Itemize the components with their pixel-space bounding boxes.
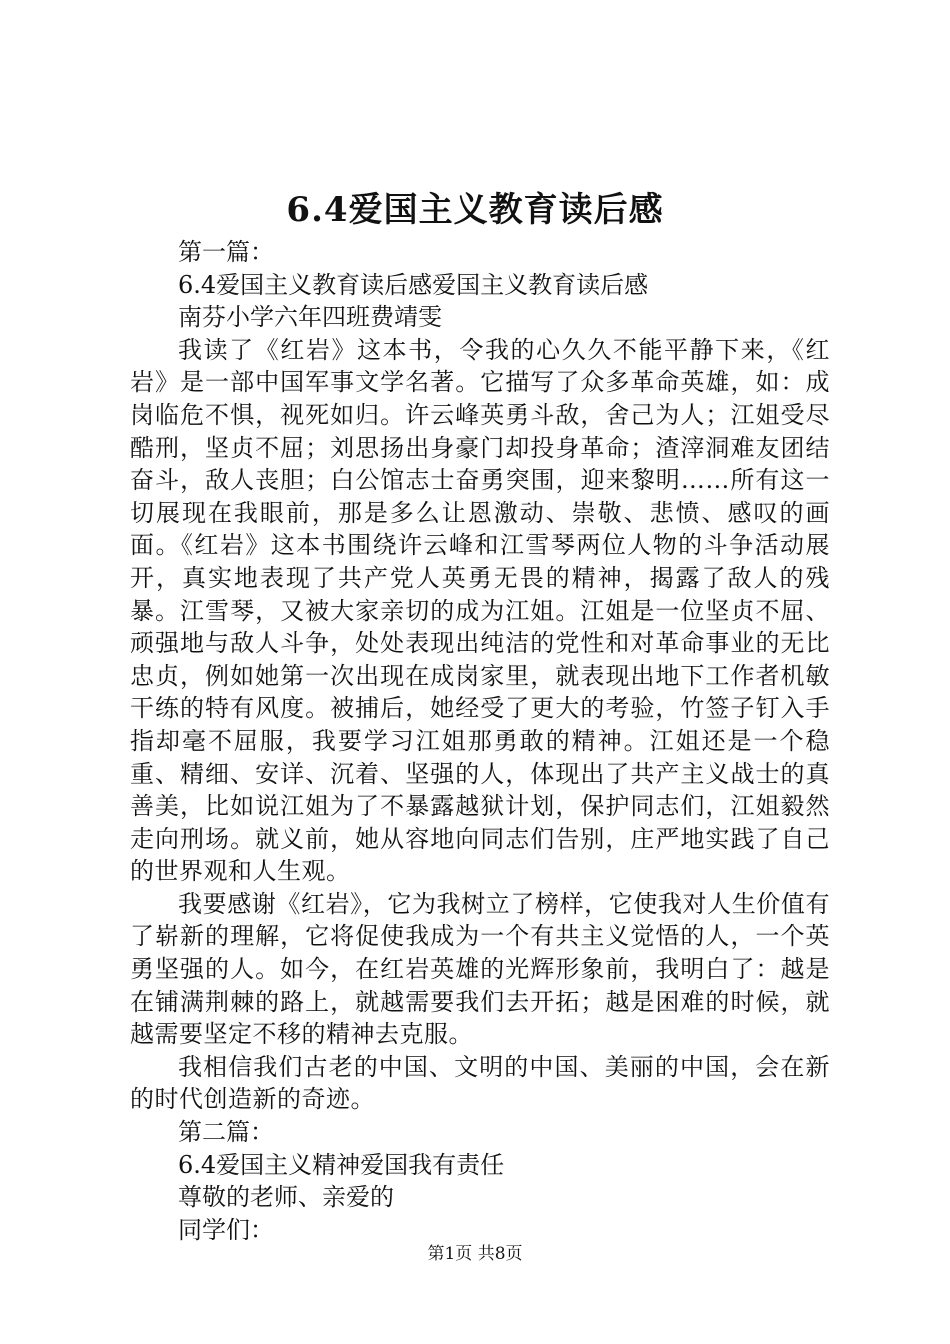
part-two-label: 第二篇： (178, 1118, 274, 1147)
document-title: 6.4爱国主义教育读后感 (286, 190, 664, 230)
part-two-subtitle: 6.4爱国主义精神爱国我有责任 (178, 1150, 505, 1179)
document-body (130, 236, 830, 1246)
greeting-line-1: 尊敬的老师、亲爱的 (178, 1183, 394, 1212)
part-one-label: 第一篇： (178, 238, 274, 266)
body-paragraph-2: 我要感谢《红岩》，它为我树立了榜样，它使我对人生价值有了崭新的理解，它将促使我成为一个有共主义觉悟的人，一个英勇坚强的人。如今，在红岩英雄的光辉形象前，我明白了：越是在铺满荆棘的路上，就越需要我们去开拓；越是困难的时候，就越需要坚定不移的精神去克服。 (130, 889, 830, 1049)
body-paragraph-3: 我相信我们古老的中国、文明的中国、美丽的中国，会在新的时代创造新的奇迹。 (130, 1052, 830, 1114)
page-indicator: 第1页 共8页 (427, 1244, 523, 1264)
body-paragraph-1: 我读了《红岩》这本书，令我的心久久不能平静下来，《红岩》是一部中国军事文学名著。它描写了众多革命英雄，如：成岗临危不惧，视死如归。许云峰英勇斗敌，舍己为人；江姐受尽酷刑，坚贞不屈；刘思扬出身豪门却投身革命；渣滓洞难友团结奋斗，敌人丧胆；白公馆志士奋勇突围，迎来黎明……所有这一切展现在我眼前，那是多么让恩激动、崇敬、悲愤、感叹的画面。《红岩》这本书围绕许云峰和江雪琴两位人物的斗争活动展开，真实地表现了共产党人英勇无畏的精神，揭露了敌人的残暴。江雪琴，又被大家亲切的成为江姐。江姐是一位坚贞不屈、顽强地与敌人斗争，处处表现出纯洁的党性和对革命事业的无比忠贞，例如她第一次出现在成岗家里，就表现出地下工作者机敏干练的特有风度。被捕后，她经受了更大的考验，竹签子钉入手指却毫不屈服，我要学习江姐那勇敢的精神。江姐还是一个稳重、精细、安详、沉着、坚强的人，体现出了共产主义战士的真善美，比如说江姐为了不暴露越狱计划，保护同志们，江姐毅然走向刑场。就义前，她从容地向同志们告别，庄严地实践了自己的世界观和人生观。 (130, 335, 830, 886)
author-line: 南芬小学六年四班费靖雯 (178, 303, 442, 332)
greeting-line-2: 同学们： (178, 1215, 274, 1244)
part-one-subtitle: 6.4爱国主义教育读后感爱国主义教育读后感 (178, 270, 649, 299)
